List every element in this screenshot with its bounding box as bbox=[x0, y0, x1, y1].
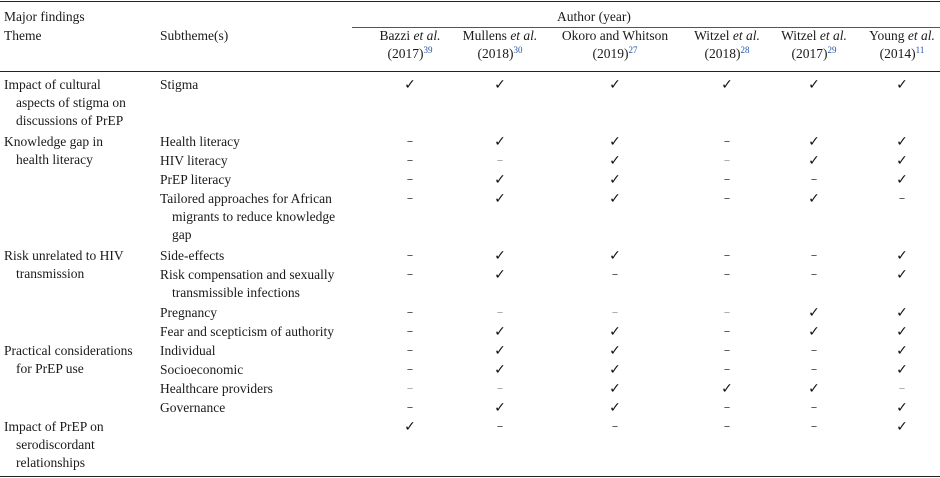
reference-link[interactable]: 11 bbox=[915, 45, 925, 55]
check-icon: ✓ bbox=[721, 77, 733, 93]
subtheme-label: Side-effects bbox=[160, 248, 225, 263]
dash-mark: – bbox=[723, 134, 731, 149]
check-icon: ✓ bbox=[609, 153, 621, 169]
dash-mark: – bbox=[723, 400, 731, 415]
year-text: (2017) bbox=[387, 46, 424, 61]
author-name bbox=[440, 27, 560, 45]
subtheme-label: Healthcare providers bbox=[160, 381, 273, 396]
dash-mark: – bbox=[723, 172, 731, 187]
check-icon: ✓ bbox=[808, 77, 820, 93]
theme-label: serodiscordant bbox=[16, 437, 95, 452]
dash-mark: – bbox=[406, 134, 414, 149]
author-etal: et al. bbox=[413, 28, 441, 43]
dash-mark: – bbox=[810, 419, 818, 434]
dash-mark: – bbox=[496, 305, 504, 320]
author-header-6 bbox=[842, 27, 940, 63]
theme-label: discussions of PrEP bbox=[16, 113, 124, 128]
check-icon: ✓ bbox=[896, 305, 908, 321]
year-text: (2018) bbox=[477, 46, 514, 61]
author-year bbox=[842, 45, 940, 63]
theme-label: aspects of stigma on bbox=[16, 95, 126, 110]
check-icon: ✓ bbox=[609, 324, 621, 340]
subtheme-label: HIV literacy bbox=[160, 153, 228, 168]
check-icon: ✓ bbox=[896, 153, 908, 169]
subtheme-header: Subtheme(s) bbox=[160, 28, 229, 43]
dash-mark: – bbox=[406, 362, 414, 377]
author-year bbox=[440, 45, 560, 63]
theme-label: health literacy bbox=[16, 152, 93, 167]
dash-mark: – bbox=[406, 400, 414, 415]
author-name bbox=[842, 27, 940, 45]
theme-label: Impact of PrEP on bbox=[4, 419, 104, 434]
author-name bbox=[555, 27, 675, 45]
top-rule bbox=[0, 1, 940, 2]
subtheme-label: Tailored approaches for African bbox=[160, 191, 332, 206]
author-surname: Okoro and Whitson bbox=[561, 28, 669, 43]
subtheme-label: Fear and scepticism of authority bbox=[160, 324, 334, 339]
check-icon: ✓ bbox=[808, 153, 820, 169]
check-icon: ✓ bbox=[896, 362, 908, 378]
check-icon: ✓ bbox=[609, 191, 621, 207]
check-icon: ✓ bbox=[609, 381, 621, 397]
dash-mark: – bbox=[723, 153, 731, 168]
author-surname: Witzel bbox=[694, 28, 730, 43]
check-icon: ✓ bbox=[404, 419, 416, 435]
check-icon: ✓ bbox=[808, 381, 820, 397]
author-etal: et al. bbox=[907, 28, 935, 43]
check-icon: ✓ bbox=[808, 191, 820, 207]
theme-label: Impact of cultural bbox=[4, 77, 101, 92]
dash-mark: – bbox=[496, 381, 504, 396]
dash-mark: – bbox=[810, 343, 818, 358]
check-icon: ✓ bbox=[609, 362, 621, 378]
dash-mark: – bbox=[406, 191, 414, 206]
check-icon: ✓ bbox=[494, 248, 506, 264]
check-icon: ✓ bbox=[896, 134, 908, 150]
check-icon: ✓ bbox=[494, 267, 506, 283]
subtheme-label: gap bbox=[172, 227, 192, 242]
theme-label: Knowledge gap in bbox=[4, 134, 103, 149]
subtheme-label: Socioeconomic bbox=[160, 362, 244, 377]
check-icon: ✓ bbox=[896, 343, 908, 359]
check-icon: ✓ bbox=[609, 343, 621, 359]
year-text: (2018) bbox=[704, 46, 741, 61]
subtheme-label: Pregnancy bbox=[160, 305, 217, 320]
year-text: (2017) bbox=[791, 46, 828, 61]
dash-mark: – bbox=[723, 305, 731, 320]
dash-mark: – bbox=[406, 381, 414, 396]
check-icon: ✓ bbox=[896, 400, 908, 416]
theme-label: relationships bbox=[16, 455, 85, 470]
theme-label: Practical considerations bbox=[4, 343, 133, 358]
subtheme-label: Stigma bbox=[160, 77, 199, 92]
check-icon: ✓ bbox=[609, 77, 621, 93]
dash-mark: – bbox=[810, 172, 818, 187]
header-rule bbox=[0, 71, 940, 72]
dash-mark: – bbox=[611, 305, 619, 320]
dash-mark: – bbox=[496, 153, 504, 168]
author-header-2 bbox=[440, 27, 560, 63]
check-icon: ✓ bbox=[494, 400, 506, 416]
dash-mark: – bbox=[406, 343, 414, 358]
dash-mark: – bbox=[406, 305, 414, 320]
reference-link[interactable]: 39 bbox=[423, 45, 433, 55]
check-icon: ✓ bbox=[896, 267, 908, 283]
theme-label: transmission bbox=[16, 266, 85, 281]
reference-link[interactable]: 27 bbox=[628, 45, 638, 55]
check-icon: ✓ bbox=[896, 172, 908, 188]
subtheme-label: Risk compensation and sexually bbox=[160, 267, 335, 282]
reference-link[interactable]: 28 bbox=[740, 45, 750, 55]
check-icon: ✓ bbox=[494, 343, 506, 359]
dash-mark: – bbox=[898, 381, 906, 396]
check-icon: ✓ bbox=[808, 305, 820, 321]
check-icon: ✓ bbox=[609, 400, 621, 416]
dash-mark: – bbox=[723, 324, 731, 339]
dash-mark: – bbox=[723, 267, 731, 282]
year-text: (2014) bbox=[879, 46, 916, 61]
author-surname: Bazzi bbox=[379, 28, 411, 43]
check-icon: ✓ bbox=[494, 172, 506, 188]
subtheme-label: transmissible infections bbox=[172, 285, 300, 300]
check-icon: ✓ bbox=[494, 77, 506, 93]
dash-mark: – bbox=[810, 248, 818, 263]
subtheme-label: Individual bbox=[160, 343, 216, 358]
reference-link[interactable]: 29 bbox=[827, 45, 837, 55]
dash-mark: – bbox=[723, 248, 731, 263]
theme-label: for PrEP use bbox=[16, 361, 84, 376]
author-surname: Mullens bbox=[462, 28, 507, 43]
reference-link[interactable]: 30 bbox=[513, 45, 523, 55]
check-icon: ✓ bbox=[609, 172, 621, 188]
dash-mark: – bbox=[898, 191, 906, 206]
check-icon: ✓ bbox=[721, 381, 733, 397]
dash-mark: – bbox=[406, 172, 414, 187]
dash-mark: – bbox=[810, 362, 818, 377]
author-etal: et al. bbox=[732, 28, 760, 43]
dash-mark: – bbox=[810, 267, 818, 282]
major-findings-header: Major findings bbox=[4, 9, 85, 24]
dash-mark: – bbox=[406, 248, 414, 263]
dash-mark: – bbox=[723, 343, 731, 358]
check-icon: ✓ bbox=[896, 248, 908, 264]
dash-mark: – bbox=[406, 267, 414, 282]
check-icon: ✓ bbox=[896, 419, 908, 435]
author-year-header: Author (year) bbox=[557, 9, 631, 24]
check-icon: ✓ bbox=[808, 324, 820, 340]
check-icon: ✓ bbox=[404, 77, 416, 93]
dash-mark: – bbox=[406, 153, 414, 168]
dash-mark: – bbox=[496, 419, 504, 434]
author-surname: Young bbox=[869, 28, 905, 43]
bottom-rule bbox=[0, 476, 940, 477]
theme-header: Theme bbox=[4, 28, 42, 43]
author-year bbox=[555, 45, 675, 63]
dash-mark: – bbox=[723, 419, 731, 434]
check-icon: ✓ bbox=[896, 324, 908, 340]
dash-mark: – bbox=[723, 191, 731, 206]
year-text: (2019) bbox=[592, 46, 629, 61]
author-surname: Witzel bbox=[781, 28, 817, 43]
subtheme-label: migrants to reduce knowledge bbox=[172, 209, 336, 224]
check-icon: ✓ bbox=[494, 191, 506, 207]
author-header-3 bbox=[555, 27, 675, 63]
theme-label: Risk unrelated to HIV bbox=[4, 248, 124, 263]
dash-mark: – bbox=[611, 419, 619, 434]
subtheme-label: Governance bbox=[160, 400, 226, 415]
check-icon: ✓ bbox=[896, 77, 908, 93]
dash-mark: – bbox=[723, 362, 731, 377]
dash-mark: – bbox=[810, 400, 818, 415]
author-etal: et al. bbox=[510, 28, 538, 43]
subtheme-label: PrEP literacy bbox=[160, 172, 232, 187]
dash-mark: – bbox=[406, 324, 414, 339]
check-icon: ✓ bbox=[609, 134, 621, 150]
check-icon: ✓ bbox=[808, 134, 820, 150]
check-icon: ✓ bbox=[494, 362, 506, 378]
check-icon: ✓ bbox=[609, 248, 621, 264]
subtheme-label: Health literacy bbox=[160, 134, 240, 149]
dash-mark: – bbox=[611, 267, 619, 282]
author-etal: et al. bbox=[819, 28, 847, 43]
check-icon: ✓ bbox=[494, 134, 506, 150]
check-icon: ✓ bbox=[494, 324, 506, 340]
